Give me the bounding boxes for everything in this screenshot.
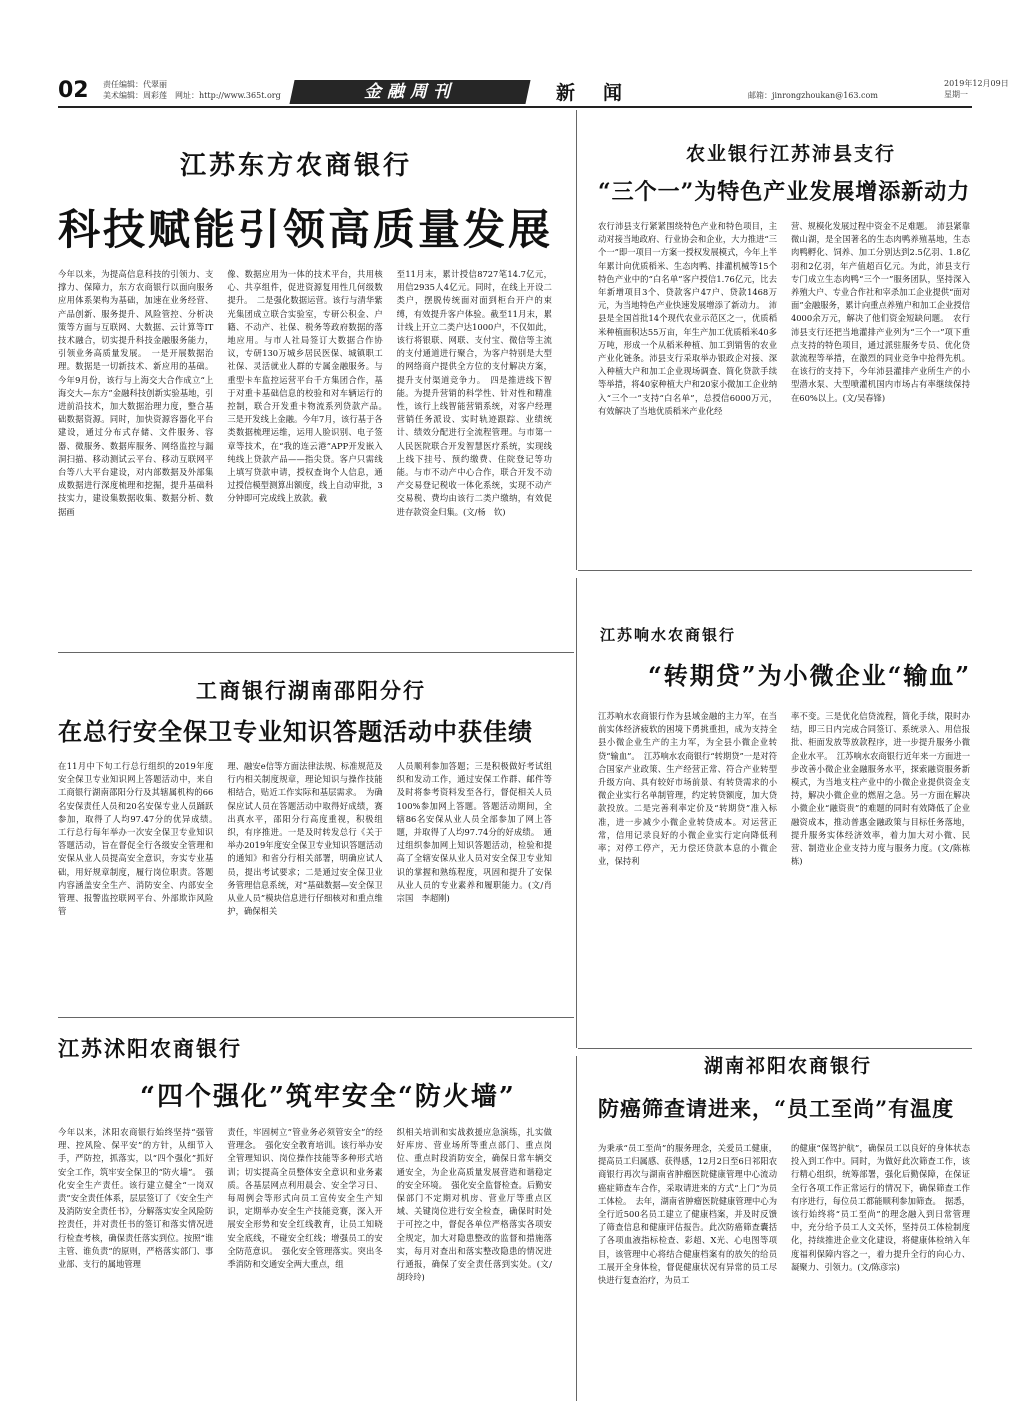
body-column: 江苏响水农商银行作为县域金融的主力军，在当前实体经济疲软的困境下勇挑重担，成为支持全县小微企业生产的主力军，为全县小微企业转贷“输血”。 江苏响水农商银行“转期贷”一是对符合国家产业政策、生产经营正常、符合产业转型升级方向、具有较好市场前景、有转贷需求的小微企业实行名单制管理，约定转贷额度，加大贷款投放。二是完善利率定价及“转期贷”准入标准，进一步减少小微企业转贷成本。对运营正常，信用记录良好的小微企业实行定向降低利率；对停工停产，无力偿还贷款本息的小微企业，保持利: [598, 711, 777, 867]
section-divider: [578, 570, 972, 571]
column-divider: [576, 578, 577, 1048]
editor-line: 责任编辑：代翠丽: [103, 80, 167, 89]
article-body: [598, 710, 970, 1040]
article-headline: “四个强化”筑牢安全“防火墙”: [140, 1082, 516, 1112]
page-number: 02: [58, 78, 89, 103]
issue-date: [944, 78, 1009, 100]
section-divider: [58, 1017, 574, 1018]
article-body: [58, 268, 552, 648]
column-divider: [576, 110, 577, 570]
header-rule: [58, 106, 972, 108]
section-name: 新闻: [556, 82, 651, 104]
column-divider: [576, 1056, 577, 1401]
article-kicker: 江苏东方农商银行: [180, 151, 413, 181]
article-headline: 防癌筛查请进来，“员工至尚”有温度: [598, 1096, 955, 1121]
section-divider: [58, 652, 574, 653]
article-body: [598, 220, 970, 515]
article-body: [58, 1126, 552, 1401]
article-kicker: 工商银行湖南邵阳分行: [196, 678, 426, 703]
weekday-text: 星期一: [944, 90, 968, 99]
editor-credits: [103, 79, 167, 101]
article-kicker: 农业银行江苏沛县支行: [686, 143, 897, 165]
article-kicker: 江苏沭阳农商银行: [58, 1036, 242, 1061]
article-body: [598, 1142, 970, 1407]
article-headline: “转期贷”为小微企业“输血”: [648, 661, 972, 690]
body-column: 织相关培训和实战救援应急演练，扎实做好库房、营业场所等重点部门、重点岗位、重点时段消防安全，确保日常车辆交通安全，为企业高质量发展营造和谐稳定的安全环境。 强化安全监督检查。后勤安保部门不定期对机房、营业厅等重点区域、关键岗位进行安全检查，确保时时处于可控之中，督促各单位严格落实各项安全规定，加大对隐患整改的监督和措施落实，每月对查出和落实整改隐患的情况进行通报，确保了安全责任落到实处。(文/胡玲玲): [396, 1127, 552, 1283]
date-text: 2019年12月09日: [944, 79, 1009, 88]
art-editor-line: 美术编辑：周彩莲: [103, 91, 167, 100]
body-column: 人员顺利参加答题；三是积极做好考试组织和发动工作，通过安保工作群、邮件等及时将参考资料发至各行，督促相关人员100%参加网上答题。答题活动期间，全辖86名安保从业人员全部参加了网上答题，并取得了人均97.74分的好成绩。 通过组织参加网上知识答题活动，检验和提高了全辖安保从业人员对安全保卫专业知识的掌握和熟练程度，巩固和提升了安保从业人员的专业素养和履职能力。(文/肖宗国 李超刚): [396, 761, 552, 904]
body-column: 今年以来，为提高信息科技的引领力、支撑力、保障力，东方农商银行以面向服务应用体系架构为基础，加速在业务经营、产品创新、服务提升、风险管控、分析决策等方面与互联网、大数据、云计算等IT技术融合，切实提升科技金融服务能力，引领业务高质量发展。 一是开展数据治理。数据是一切新技术、新应用的基础。今年9月份，该行与上海交大合作成立“上海交大—东方”金融科技创新实验基地，引进前沿技术，加大数据治理力度，整合基础数据资源。同时，加快资源容器化平台建设，通过分布式存储、文件服务、容器、微服务、数据库服务、网络监控与漏洞扫描、移动测试云平台、移动互联网平台等八大平台建设，对内部数据及外部集成数据进行深度梳理和挖掘，提升基础科技实力，建设集数据收集、数据分析、数据画: [58, 269, 214, 517]
email-address[interactable]: 邮箱：jinrongzhoukan@163.com: [748, 91, 878, 100]
body-column: 责任，牢固树立“管业务必须管安全”的经营理念。 强化安全教育培训。该行举办安全管理知识、岗位操作技能等多种形式培训；切实提高全员整体安全意识和业务素质。各基层网点利用晨会、安全学习日、每周例会等形式向员工宣传安全生产知识，定期举办安全生产技能竞赛，深入开展安全形势和安全红线教育，让员工知晓安全底线，不碰安全红线；增强员工的安全防范意识。 强化安全管理落实。突出冬季消防和交通安全两大重点，组: [227, 1127, 383, 1270]
page-header: [0, 0, 1024, 106]
article-kicker: 湖南祁阳农商银行: [704, 1055, 873, 1077]
body-column: 率不变。三是优化信贷流程，简化手续，限时办结，即三日内完成合同签订、系统录入、用信报批、柜面发放等放款程序，进一步提升服务小微企业水平。 江苏响水农商银行近年来一方面进一步改善小微企业金融服务水平，探索融资服务新模式，为当地支柱产业中的小微企业提供资金支持，解决小微企业的燃眉之急。另一方面在解决小微企业“融资贵”的难题的同时有效降低了企业融资成本，推动普惠金融政策与目标任务落地，提升服务实体经济效率，着力加大对小微、民营、制造业企业支持力度与服务力度。(文/陈栋栋): [791, 711, 970, 867]
body-column: 营、规模化发展过程中资金不足难题。 沛县紧靠微山湖，是全国著名的生态肉鸭养殖基地，生态肉鸭孵化、饲养、加工分别达到2.5亿羽、1.8亿羽和2亿羽，年产值超百亿元。为此，沛县支行专门成立生态肉鸭“三个一”服务团队，坚持深入养殖大户、专业合作社和宰杀加工企业提供“面对面”金融服务，累计向重点养殖户和加工企业授信4000余万元，解决了他们资金短缺问题。 农行沛县支行还把当地灌排产业列为“三个一”项下重点支持的特色项目，通过派驻服务专员、优化贷款流程等举措，在激烈的同业竞争中抢得先机。在该行的支持下，今年沛县灌排产业所生产的小型潜水泵、大型喷灌机国内市场占有率继续保持在60%以上。(文/吴春锋): [791, 221, 970, 403]
body-column: 在11月中下旬工行总行组织的2019年度安全保卫专业知识网上答题活动中，来自工商银行湖南邵阳分行及其辖属机构的66名安保责任人员和20名安保专业人员踊跃参加，取得了人均97.47分的优异成绩。 工行总行每年举办一次安全保卫专业知识答题活动，旨在督促全行各级安全管理和安保从业人员提高安全意识，夯实专业基础，用好规章制度，履行岗位职责。答题内容涵盖安全生产、消防安全、内部安全管理、报警监控联网平台、外部欺诈风险管: [58, 761, 222, 917]
body-column: 为秉承“员工至尚”的服务理念，关爱员工健康，提高员工归属感、获得感，12月2日至6日祁阳农商银行再次与湖南省肿瘤医院健康管理中心流动癌症筛查车合作，采取请进来的方式“上门”为员工体检。 去年，湖南省肿瘤医院健康管理中心为全行近500名员工建立了健康档案，并及时反馈了筛查信息和健康评估报告。此次防癌筛查囊括了各项血液指标检查、彩超、X光、心电图等项目，该管理中心将结合健康档案有的放矢的给员工展开全身体检，督促健康状况有异常的员工尽快进行复查治疗，为员工: [598, 1143, 777, 1286]
body-column: 像、数据应用为一体的技术平台，共用核心、共享组件，促进资源复用性几何级数提升。 二是强化数据运营。该行与清华紫光集团成立联合实验室，专研公积金、户籍、不动产、社保、税务等政府数据的落地应用。与市人社局签订大数据合作协议，专研130万城乡居民医保、城镇职工社保、灵活就业人群的专属金融服务。与重型卡车监控运营平台千方集团合作，基于对重卡基础信息的校验和对车辆运行的控制，联合开发重卡物流系列贷款产品。 三是开发线上金融。今年7月，该行基于各类数据梳理运维，运用人脸识别、电子签章等技术，在“我的连云港”APP开发嵌入纯线上贷款产品——指尖贷。客户只需线上填写贷款申请，授权查询个人信息，通过授信模型测算出额度，线上自动审批，3分钟即可完成线上放款。截: [227, 269, 391, 504]
body-column: 至11月末，累计授信8727笔14.7亿元，用信2935人4亿元。同时，在线上开设二类户，摆脱传统面对面到柜台开户的束缚，有效提升客户体验。截至11月末，累计线上开立二类户达1000户，不仅如此，该行将银联、网联、支付宝、微信等主流的支付通道进行聚合，为客户特别是大型的网络商户提供全方位的支付解决方案，提升支付渠道竞争力。 四是推进线下智能。为提升营销的科学性、针对性和精准性，该行上线智能营销系统，对客户经理营销任务派设、实时轨迹跟踪、业绩统计、绩效分配进行全流程管理。与市第一人民医院联合开发智慧医疗系统，实现线上线下挂号、预约缴费、住院登记等功能。与市不动产中心合作，联合开发不动产交易登记税收一体化系统，实现不动产交易税、费均由该行二类户缴纳，有效促进存款资金归集。(文/杨 钦): [396, 269, 552, 517]
body-column: 理、融安e信等方面法律法规、标准规范及行内相关制度规章，理论知识与操作技能相结合，贴近工作实际和基层需求。 为确保应试人员在答题活动中取得好成绩，赛出真水平，邵阳分行高度重视，积极组织，有序推进。一是及时转发总行《关于举办2019年度安全保卫专业知识答题活动的通知》和省分行相关部署，明确应试人员，提出考试要求；二是通过安全保卫业务管理信息系统，对“基础数据—安全保卫从业人员”模块信息进行仔细核对和重点维护，确保相关: [227, 761, 383, 917]
body-column: 今年以来，沭阳农商银行始终坚持“强管理、控风险、保平安”的方针，从细节入手，严防控，抓落实，以“四个强化”抓好安全工作，筑牢安全保卫的“防火墙”。 强化安全生产责任。该行建立健全“一岗双责”安全责任体系，层层签订了《安全生产及消防安全责任书》，分解落实安全风险防控责任，并对责任书的签订和落实情况进行检查考核，确保责任落实到位。按照“谁主管、谁负责”的原则，严格落实部门、事业部、支行的属地管理: [58, 1127, 214, 1270]
website-url[interactable]: 网址：http://www.365t.org: [175, 91, 281, 100]
article-kicker: 江苏响水农商银行: [600, 626, 737, 644]
article-headline: 在总行安全保卫专业知识答题活动中获佳绩: [58, 717, 533, 746]
article-body: [58, 760, 552, 1010]
body-column: 农行沛县支行紧紧围绕特色产业和特色项目，主动对接当地政府、行业协会和企业，大力推进“三个一”即一项目一方案一授权发展模式，今年上半年累计向优质稻米、生态肉鸭、排灌机械等15个特色产业中的“白名单”客户授信1.76亿元，比去年新增项目3个、贷款客户47户、贷款1468万元，为当地特色产业快速发展增添了新动力。 沛县是全国首批14个现代农业示范区之一，优质稻米种植面积达55万亩，年生产加工优质稻米40多万吨，形成一个从稻米种植、加工到销售的农业产业化链条。沛县支行采取举办银政企对接、深入种植大户和加工企业现场调查、简化贷款手续等举措，将40家种植大户和20家小微加工企业纳入“三个一”支持“白名单”，总授信6000万元，有效解决了当地优质稻米产业化经: [598, 221, 777, 416]
article-headline: “三个一”为特色产业发展增添新动力: [598, 179, 971, 205]
paper-name: 金融周刊: [364, 82, 456, 102]
section-divider: [578, 1048, 972, 1049]
article-headline: 科技赋能引领高质量发展: [58, 205, 554, 254]
body-column: 的健康“保驾护航”，确保员工以良好的身体状态投入到工作中。同时，为做好此次筛查工作，该行精心组织，统筹部署，强化后勤保障，在保证全行各项工作正常运行的情况下，确保筛查工作有序进行，每位员工都能顺利参加筛查。 据悉，该行始终将“员工至尚”的理念融入到日常管理中，充分给予员工人文关怀，坚持员工体检制度化，持续推进企业文化建设，将健康体检纳入年度福利保障内容之一，着力提升全行的向心力、凝聚力、引领力。(文/陈彦宗): [791, 1143, 970, 1272]
